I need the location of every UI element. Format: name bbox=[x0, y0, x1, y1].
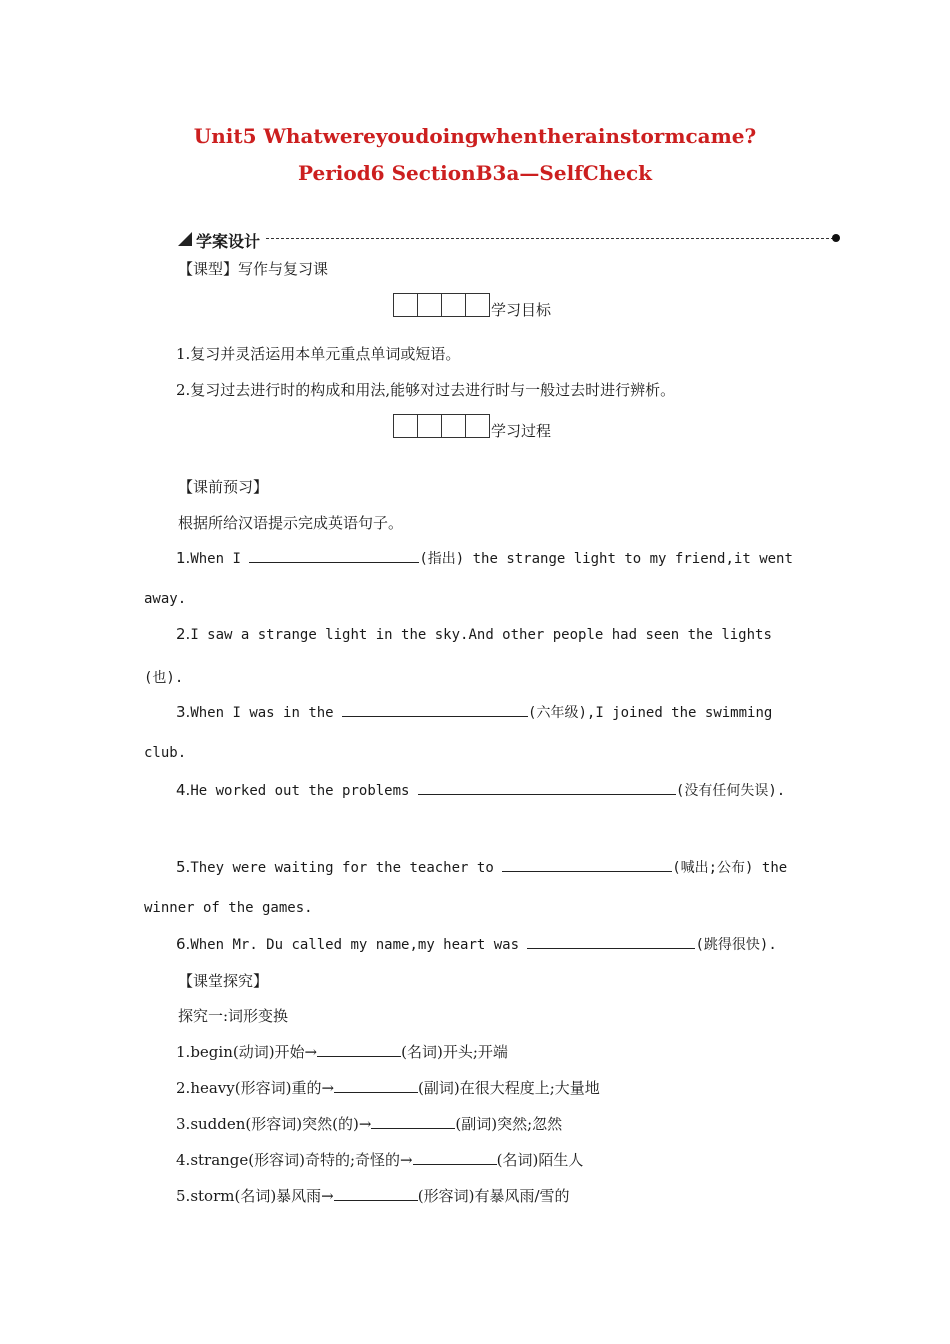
process-boxes bbox=[393, 414, 489, 436]
item-number: 6. bbox=[176, 935, 191, 953]
item-text: storm(名词)暴风雨→ bbox=[190, 1187, 334, 1205]
item-number: 2. bbox=[176, 625, 191, 643]
box-icon bbox=[393, 414, 418, 438]
item-continuation: away. bbox=[144, 591, 187, 607]
item-number: 5. bbox=[176, 1187, 191, 1205]
word-form-item bbox=[176, 1077, 600, 1098]
item-number: 5. bbox=[176, 858, 191, 876]
item-text: (形容词)有暴风雨/雪的 bbox=[417, 1187, 570, 1205]
item-text: heavy(形容词)重的→ bbox=[190, 1079, 335, 1097]
item-number: 1. bbox=[176, 549, 191, 567]
item-text: (没有任何失误). bbox=[675, 783, 786, 799]
item-number: 3. bbox=[176, 1115, 191, 1133]
word-form-item bbox=[176, 1113, 562, 1134]
document-title: Unit5 Whatwereyoudoingwhentherainstormcame? bbox=[193, 124, 757, 148]
item-text: (名词)开头;开端 bbox=[401, 1043, 508, 1061]
item-text: (副词)在很大程度上;大量地 bbox=[418, 1079, 600, 1097]
item-text: (跳得很快). bbox=[695, 937, 777, 953]
answer-blank[interactable] bbox=[342, 702, 528, 717]
box-icon bbox=[465, 414, 490, 438]
document-subtitle: Period6 SectionB3a—SelfCheck bbox=[298, 161, 652, 185]
item-text: When Mr. Du called my name,my heart was bbox=[190, 937, 528, 953]
answer-blank[interactable] bbox=[334, 1186, 418, 1201]
explore-heading: 探究一:词形变换 bbox=[178, 1007, 289, 1025]
item-text: begin(动词)开始→ bbox=[190, 1043, 318, 1061]
item-number: 1. bbox=[176, 1043, 191, 1061]
item-number: 2. bbox=[176, 1079, 191, 1097]
item-continuation: club. bbox=[144, 745, 187, 761]
item-continuation: (也). bbox=[144, 670, 184, 686]
lesson-type: 【课型】写作与复习课 bbox=[178, 260, 329, 278]
word-form-item bbox=[176, 1149, 583, 1170]
answer-blank[interactable] bbox=[249, 548, 419, 563]
goals-boxes bbox=[393, 293, 489, 315]
item-continuation: winner of the games. bbox=[144, 900, 313, 916]
exercise-item bbox=[176, 625, 772, 643]
box-icon bbox=[441, 293, 466, 317]
item-text: When I was in the bbox=[190, 705, 343, 721]
item-text: (六年级),I joined the swimming bbox=[528, 705, 773, 721]
process-heading: 学习过程 bbox=[491, 422, 552, 440]
item-text: (名词)陌生人 bbox=[496, 1151, 584, 1169]
preview-heading: 【课前预习】 bbox=[178, 478, 269, 496]
section-label: 学案设计 bbox=[196, 232, 261, 251]
item-text: (指出) the strange light to my friend,it went bbox=[419, 551, 793, 567]
goal-item: 1.复习并灵活运用本单元重点单词或短语。 bbox=[176, 345, 461, 363]
exercise-item bbox=[176, 702, 772, 722]
item-text: strange(形容词)奇特的;奇怪的→ bbox=[190, 1151, 413, 1169]
exercise-item bbox=[176, 548, 793, 568]
answer-blank[interactable] bbox=[502, 857, 672, 872]
exercise-item bbox=[176, 934, 777, 954]
item-text: (副词)突然;忽然 bbox=[455, 1115, 563, 1133]
item-text: He worked out the problems bbox=[190, 783, 418, 799]
exercise-item bbox=[176, 857, 787, 877]
class-heading: 【课堂探究】 bbox=[178, 972, 269, 990]
box-icon bbox=[465, 293, 490, 317]
box-icon bbox=[393, 293, 418, 317]
item-text: They were waiting for the teacher to bbox=[190, 860, 503, 876]
item-number: 4. bbox=[176, 1151, 191, 1169]
answer-blank[interactable] bbox=[317, 1042, 401, 1057]
box-icon bbox=[417, 293, 442, 317]
item-text: (喊出;公布) the bbox=[672, 860, 788, 876]
item-text: When I bbox=[190, 551, 250, 567]
goal-item: 2.复习过去进行时的构成和用法,能够对过去进行时与一般过去时进行辨析。 bbox=[176, 381, 676, 399]
bullet-dot-icon bbox=[832, 234, 840, 242]
goals-heading: 学习目标 bbox=[491, 301, 552, 319]
exercise-item bbox=[176, 780, 785, 800]
item-number: 3. bbox=[176, 703, 191, 721]
answer-blank[interactable] bbox=[413, 1150, 497, 1165]
item-text: sudden(形容词)突然(的)→ bbox=[190, 1115, 372, 1133]
answer-blank[interactable] bbox=[334, 1078, 418, 1093]
word-form-item bbox=[176, 1185, 570, 1206]
item-number: 4. bbox=[176, 781, 191, 799]
word-form-item bbox=[176, 1041, 508, 1062]
dashed-divider bbox=[266, 238, 834, 239]
answer-blank[interactable] bbox=[527, 934, 695, 949]
box-icon bbox=[417, 414, 442, 438]
item-text: I saw a strange light in the sky.And other people had seen the lights bbox=[190, 627, 772, 643]
answer-blank[interactable] bbox=[418, 780, 676, 795]
triangle-icon bbox=[178, 232, 192, 246]
answer-blank[interactable] bbox=[371, 1114, 455, 1129]
box-icon bbox=[441, 414, 466, 438]
preview-instruction: 根据所给汉语提示完成英语句子。 bbox=[178, 514, 404, 532]
section-header bbox=[178, 229, 840, 249]
